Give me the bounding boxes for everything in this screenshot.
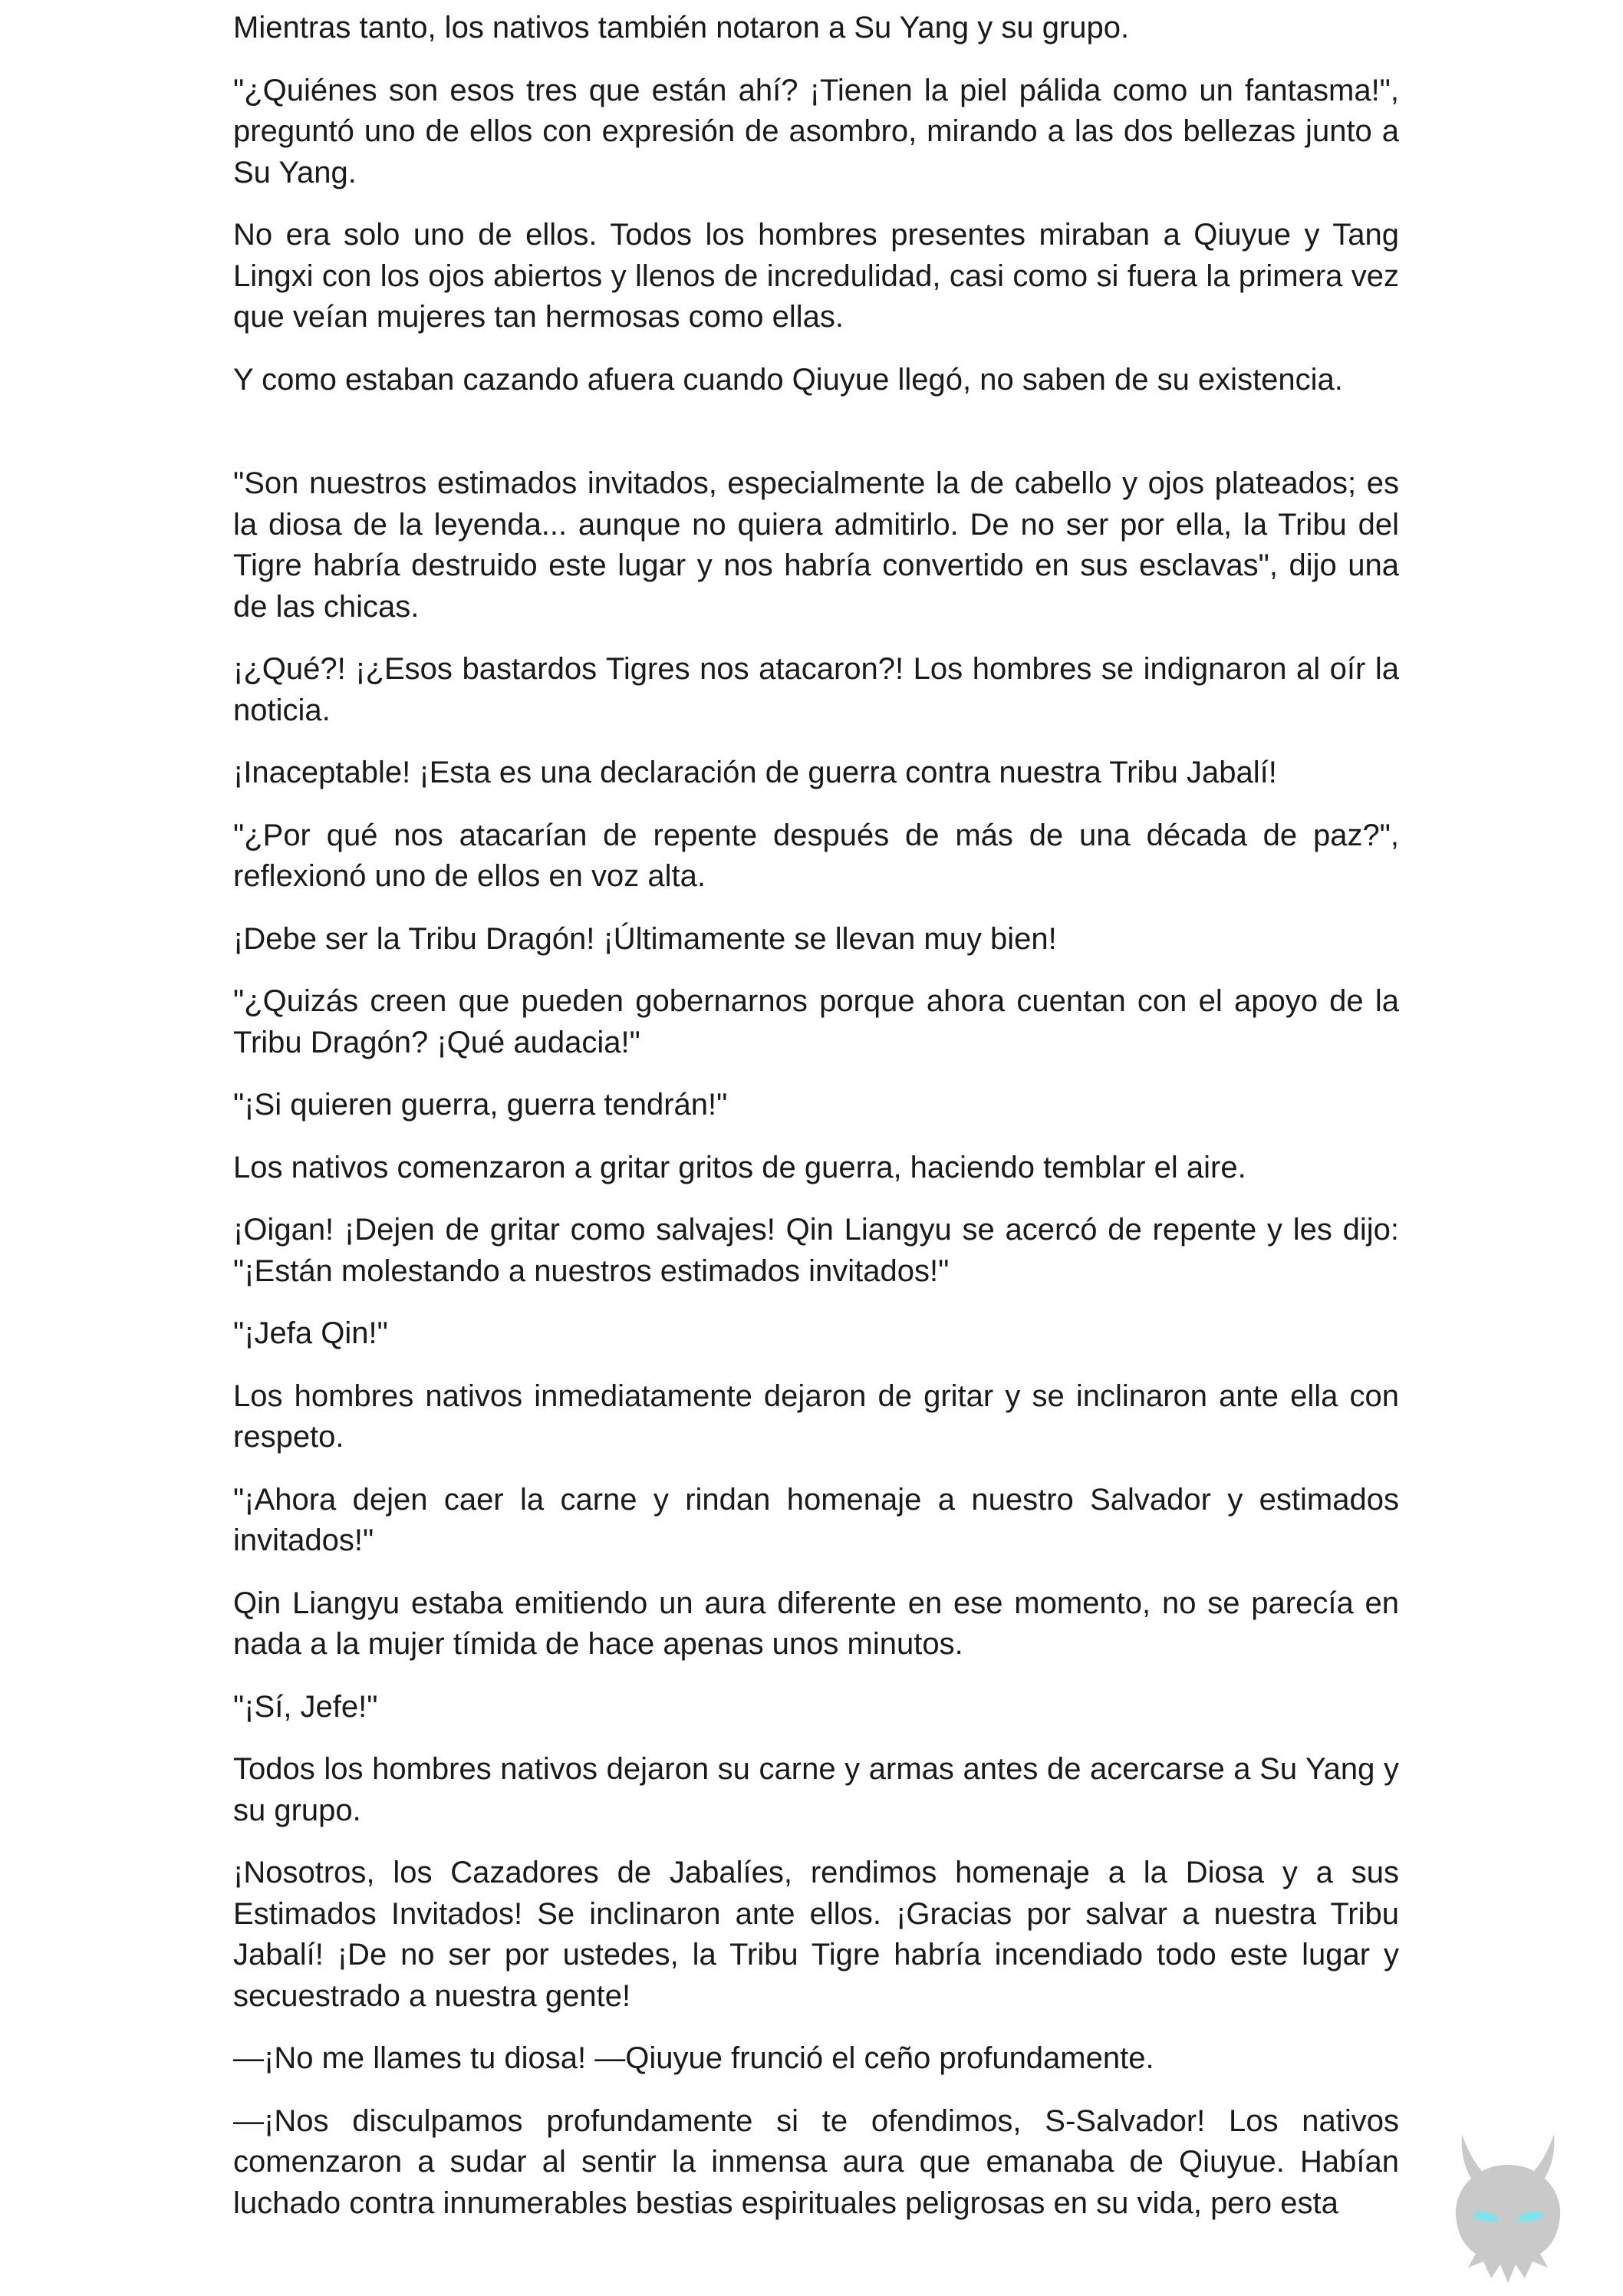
paragraph: Los nativos comenzaron a gritar gritos de guerra, haciendo temblar el aire. (233, 1150, 1246, 1184)
paragraph: "¿Quiénes son esos tres que están ahí? ¡Tienen la piel pálida como un fantasma!", preguntó uno de ellos con expresión de asombro, mirando a las dos bellezas junto a Su Yang. (233, 73, 1399, 189)
paragraph: Mientras tanto, los nativos también notaron a Su Yang y su grupo. (233, 11, 1130, 44)
paragraph: ¡Oigan! ¡Dejen de gritar como salvajes! Qin Liangyu se acercó de repente y les dijo: "¡Están molestando a nuestros estimados invitados!" (233, 1213, 1399, 1288)
paragraph: "¡Si quieren guerra, guerra tendrán!" (233, 1088, 728, 1122)
paragraph: Los hombres nativos inmediatamente dejaron de gritar y se inclinaron ante ella con respeto. (233, 1379, 1399, 1454)
paragraph: ¡Inaceptable! ¡Esta es una declaración de guerra contra nuestra Tribu Jabalí! (233, 756, 1277, 789)
paragraph: No era solo uno de ellos. Todos los hombres presentes miraban a Qiuyue y Tang Lingxi con los ojos abiertos y llenos de incredulidad, casi como si fuera la primera vez que veían mujeres tan hermosas como ellas. (233, 218, 1399, 334)
paragraph: "¡Jefa Qin!" (233, 1316, 388, 1350)
paragraph: Y como estaban cazando afuera cuando Qiuyue llegó, no saben de su existencia. (233, 362, 1343, 397)
paragraph: ¡¿Qué?! ¡¿Esos bastardos Tigres nos atacaron?! Los hombres se indignaron al oír la noticia. (233, 652, 1399, 727)
paragraph: ¡Nosotros, los Cazadores de Jabalíes, rendimos homenaje a la Diosa y a sus Estimados Invitados! Se inclinaron ante ellos. ¡Gracias por salvar a nuestra Tribu Jabalí! ¡De no ser por ustedes, la Tribu Tigre habría incendiado todo este lugar y secuestrado a nuestra gente! (233, 1856, 1399, 2013)
demon-head-icon (1439, 2125, 1577, 2286)
paragraph: —¡Nos disculpamos profundamente si te ofendimos, S-Salvador! Los nativos comenzaron a sudar al sentir la inmensa aura que emanaba de Qiuyue. Habían luchado contra innumerables bestias espirituales peligrosas en su vida, pero esta (233, 2103, 1399, 2220)
paragraph: "¿Quizás creen que pueden gobernarnos porque ahora cuentan con el apoyo de la Tribu Dragón? ¡Qué audacia!" (233, 984, 1399, 1059)
document-body (233, 8, 1399, 2224)
paragraph: —¡No me llames tu diosa! —Qiuyue frunció el ceño profundamente. (233, 2041, 1154, 2075)
paragraph: Qin Liangyu estaba emitiendo un aura diferente en ese momento, no se parecía en nada a la mujer tímida de hace apenas unos minutos. (233, 1586, 1399, 1661)
paragraph: "¡Ahora dejen caer la carne y rindan homenaje a nuestro Salvador y estimados invitados!" (233, 1482, 1399, 1557)
paragraph: "¿Por qué nos atacarían de repente después de más de una década de paz?", reflexionó uno de ellos en voz alta. (233, 818, 1399, 893)
paragraph: "Son nuestros estimados invitados, especialmente la de cabello y ojos plateados; es la diosa de la leyenda... aunque no quiera admitirlo. De no ser por ella, la Tribu del Tigre habría destruido este lugar y nos habría convertido en sus esclavas", dijo una de las chicas. (233, 466, 1399, 624)
paragraph: "¡Sí, Jefe!" (233, 1689, 378, 1724)
paragraph: ¡Debe ser la Tribu Dragón! ¡Últimamente se llevan muy bien! (233, 921, 1057, 956)
paragraph: Todos los hombres nativos dejaron su carne y armas antes de acercarse a Su Yang y su grupo. (233, 1752, 1399, 1827)
